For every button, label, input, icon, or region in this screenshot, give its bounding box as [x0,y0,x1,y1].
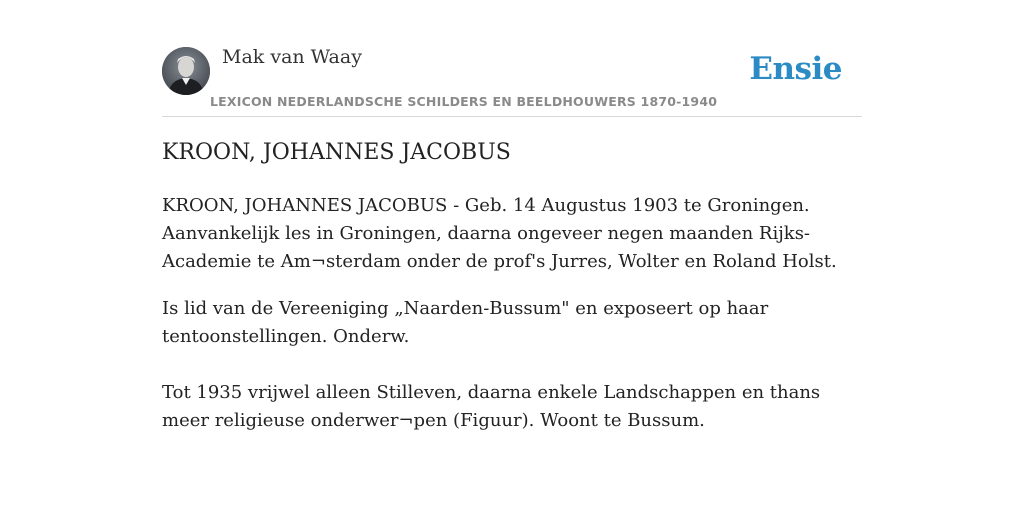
article-paragraph: KROON, JOHANNES JACOBUS - Geb. 14 Augustus 1903 te Groningen. Aanvankelijk les in Groningen, daarna ongeveer negen maanden Rijks-Academie te Am¬sterdam onder de prof's Jurres, Wolter en Roland Holst. [162,195,837,272]
author-name[interactable]: Mak van Waay [222,46,362,68]
portrait-image [162,47,210,95]
lexicon-subtitle[interactable]: LEXICON NEDERLANDSCHE SCHILDERS EN BEELDHOUWERS 1870-1940 [210,94,718,109]
ensie-logo[interactable]: Ensie [749,51,842,87]
page-title: KROON, JOHANNES JACOBUS [162,140,511,165]
article-paragraph: Is lid van de Vereeniging „Naarden-Bussum" en exposeert op haar tentoonstellingen. Onderw. [162,298,769,347]
author-avatar[interactable] [162,47,210,95]
page-header [162,0,862,117]
article-paragraph: Tot 1935 vrijwel alleen Stilleven, daarna enkele Landschappen en thans meer religieuse onderwer¬pen (Figuur). Woont te Bussum. [162,382,821,431]
